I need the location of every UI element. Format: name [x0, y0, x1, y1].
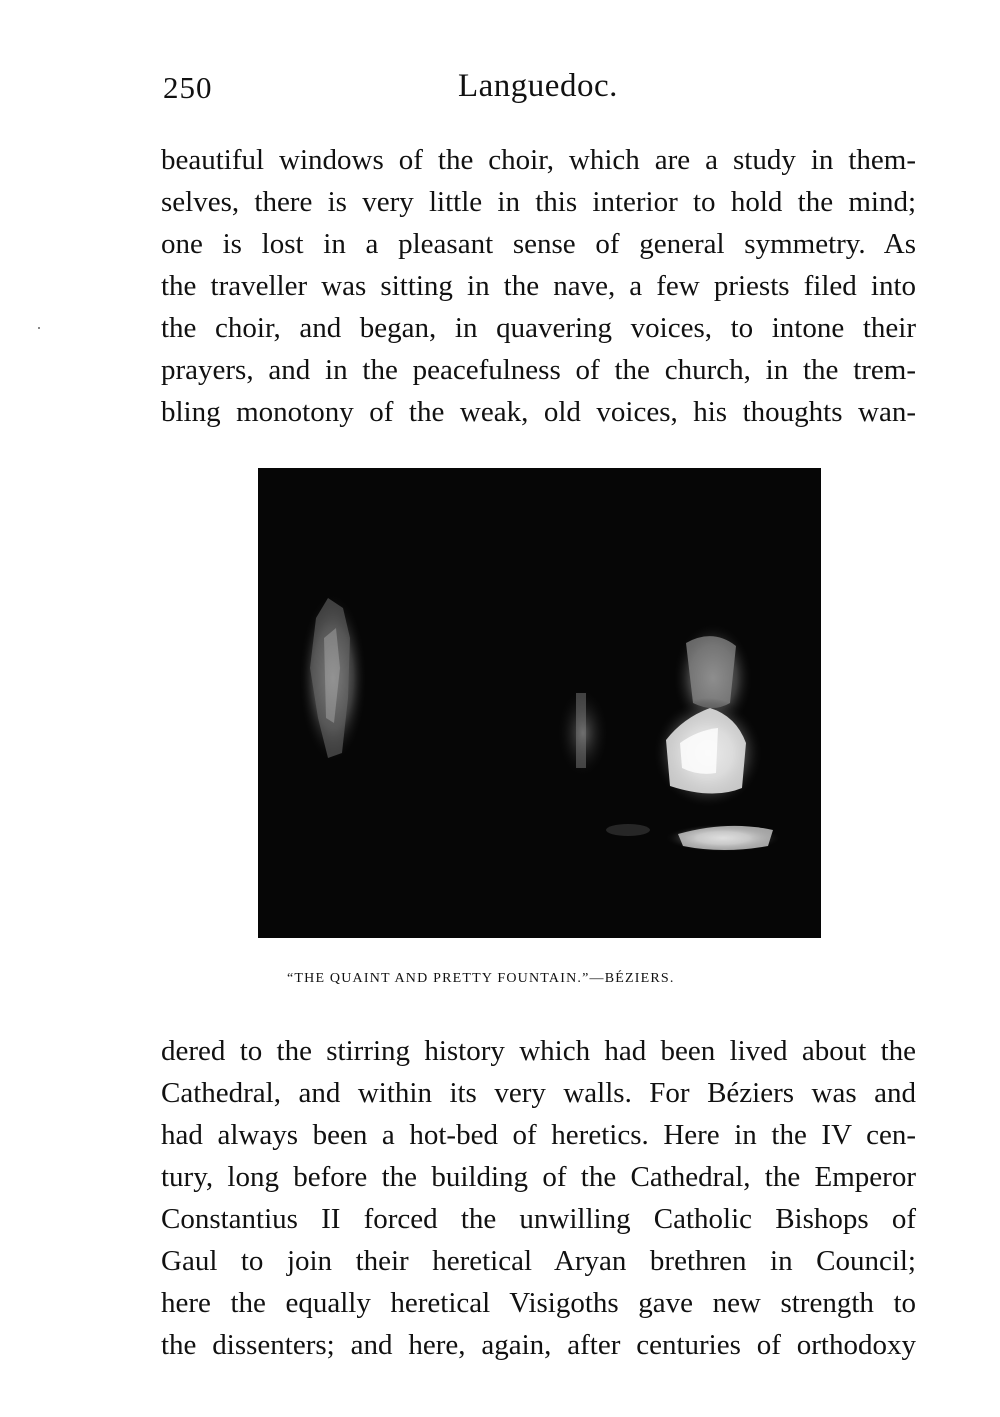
- text-line: here the equally heretical Visigoths gave new strength to: [161, 1287, 916, 1319]
- figure-caption: “THE QUAINT AND PRETTY FOUNTAIN.”—BÉZIERS.: [287, 971, 675, 986]
- text-line: dered to the stirring history which had been lived about the: [161, 1035, 916, 1067]
- page-number: 250: [163, 70, 213, 105]
- text-line: selves, there is very little in this interior to hold the mind;: [161, 186, 916, 218]
- text-line: one is lost in a pleasant sense of general symmetry. As: [161, 228, 916, 260]
- text-line: Cathedral, and within its very walls. For Béziers was and: [161, 1077, 916, 1109]
- text-line: Gaul to join their heretical Aryan brethren in Council;: [161, 1245, 916, 1277]
- text-line: had always been a hot-bed of heretics. Here in the IV cen-: [161, 1119, 916, 1151]
- paragraph-bottom: [161, 1030, 916, 1366]
- text-line: tury, long before the building of the Cathedral, the Emperor: [161, 1161, 916, 1193]
- text-line: Constantius II forced the unwilling Catholic Bishops of: [161, 1203, 916, 1235]
- running-head: Languedoc.: [458, 68, 618, 104]
- text-line: beautiful windows of the choir, which are a study in them-: [161, 144, 916, 176]
- paragraph-top: [161, 139, 916, 433]
- fountain-photograph: [258, 468, 821, 938]
- text-line: the choir, and began, in quavering voices, to intone their: [161, 312, 916, 344]
- text-line: the traveller was sitting in the nave, a few priests filed into: [161, 270, 916, 302]
- text-line: prayers, and in the peacefulness of the church, in the trem-: [161, 354, 916, 386]
- text-line: bling monotony of the weak, old voices, his thoughts wan-: [161, 396, 916, 428]
- text-line: the dissenters; and here, again, after centuries of orthodoxy: [161, 1329, 916, 1361]
- margin-mark: [38, 327, 40, 329]
